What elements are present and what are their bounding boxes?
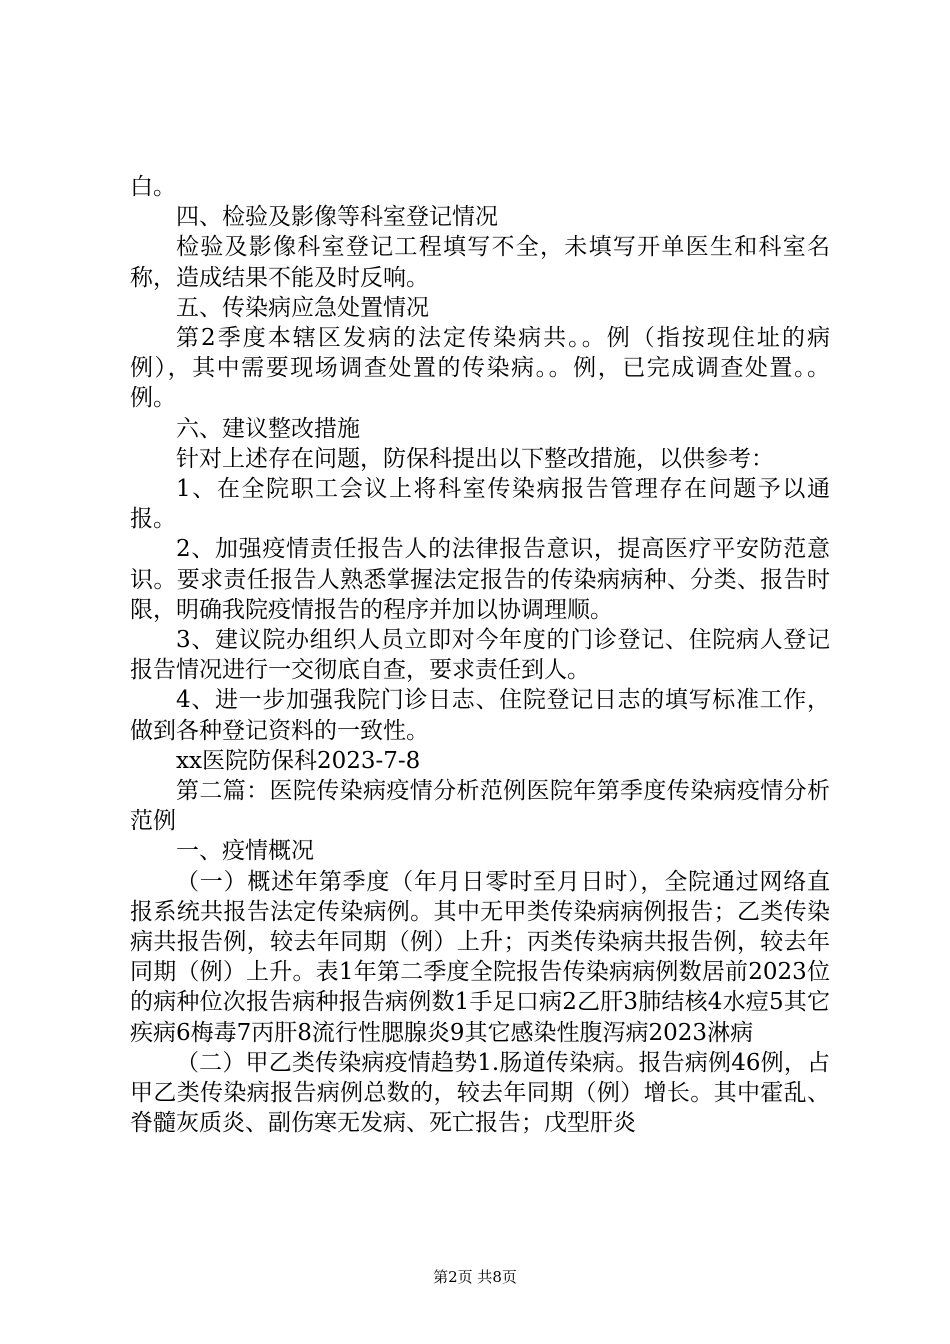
- measure-item-4: 4、进一步加强我院门诊日志、住院登记日志的填写标准工作，做到各种登记资料的一致性。: [130, 687, 830, 744]
- paragraph-trend: （二）甲乙类传染病疫情趋势1.肠道传染病。报告病例46例，占甲乙类传染病报告病例总数的，较去年同期（例）增长。其中霍乱、脊髓灰质炎、副伤寒无发病、死亡报告；戊型肝炎: [130, 1049, 830, 1137]
- paragraph-emergency: 第2季度本辖区发病的法定传染病共。。例（指按现住址的病例），其中需要现场调查处置的传染病。。例，已完成调查处置。。例。: [130, 325, 830, 412]
- measure-item-1: 1、在全院职工会议上将科室传染病报告管理存在问题予以通报。: [130, 476, 830, 533]
- document-body: [130, 172, 830, 1139]
- paragraph-lab-imaging: 检验及影像科室登记工程填写不全，未填写开单医生和科室名称，造成结果不能及时反响。: [130, 234, 830, 291]
- signature-line: xx医院防保科2023-7-8: [176, 747, 421, 774]
- page-number-footer: 第2页 共8页: [433, 1268, 517, 1286]
- section-heading-measures: 六、建议整改措施: [176, 415, 360, 442]
- paragraph-measures-intro: 针对上述存在问题，防保科提出以下整改措施，以供参考：: [176, 445, 774, 472]
- section-heading-emergency: 五、传染病应急处置情况: [176, 294, 429, 321]
- section-heading-lab-imaging: 四、检验及影像等科室登记情况: [176, 204, 498, 231]
- second-article-title: 第二篇：医院传染病疫情分析范例医院年第季度传染病疫情分析范例: [130, 778, 830, 835]
- measure-item-3: 3、建议院办组织人员立即对今年度的门诊登记、住院病人登记报告情况进行一交彻底自查，要求责任到人。: [130, 627, 830, 684]
- section-heading-overview: 一、疫情概况: [176, 838, 314, 865]
- measure-item-2: 2、加强疫情责任报告人的法律报告意识，提高医疗平安防范意识。要求责任报告人熟悉掌握法定报告的传染病病种、分类、报告时限，明确我院疫情报告的程序并加以协调理顺。: [130, 536, 830, 623]
- paragraph-continuation: 白。: [130, 174, 176, 200]
- paragraph-overview: （一）概述年第季度（年月日零时至月日时），全院通过网络直报系统共报告法定传染病例。其中无甲类传染病病例报告；乙类传染病共报告例，较去年同期（例）上升；丙类传染病共报告例，较去年同期（例）上升。表1年第二季度全院报告传染病病例数居前2023位的病种位次报告病种报告病例数1手足口病2乙肝3肺结核4水痘5其它疾病6梅毒7丙肝8流行性腮腺炎9其它感染性腹泻病2023淋病: [130, 868, 830, 1046]
